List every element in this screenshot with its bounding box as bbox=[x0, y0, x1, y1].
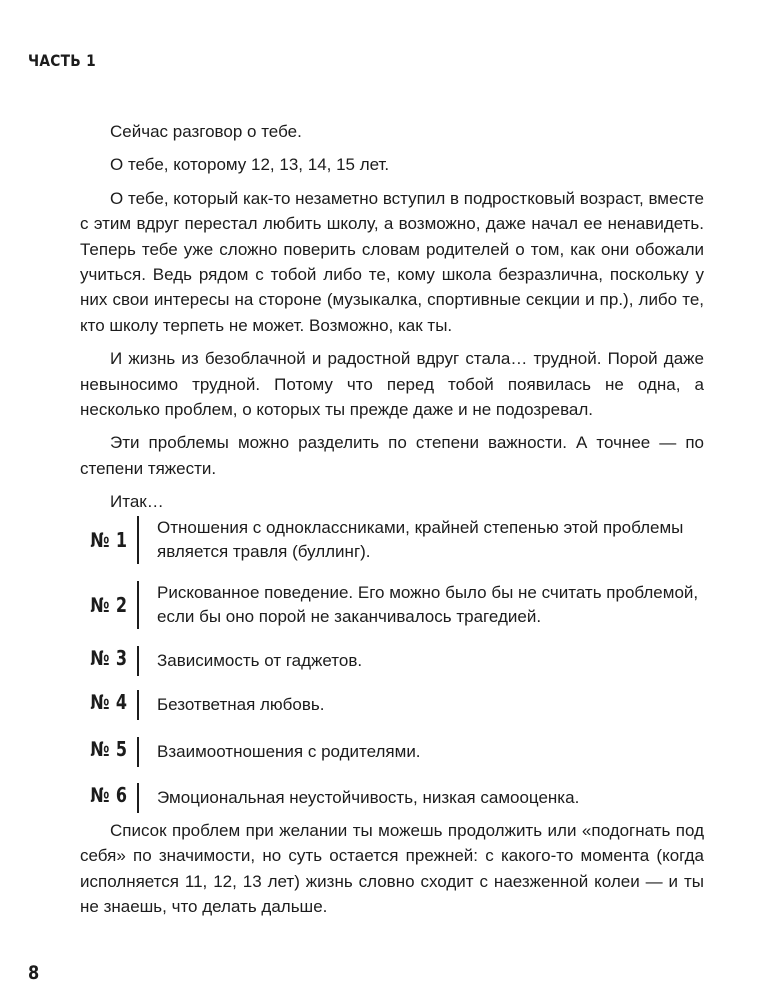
problem-number-2: № 2 bbox=[90, 593, 128, 617]
problem-number-6: № 6 bbox=[90, 783, 128, 807]
problem-number-1: № 1 bbox=[90, 528, 128, 552]
problem-number-4: № 4 bbox=[90, 690, 128, 714]
intro-text bbox=[80, 119, 704, 515]
problem-item-5 bbox=[70, 737, 710, 767]
section-label: ЧАСТЬ 1 bbox=[28, 51, 96, 70]
intro-paragraph-6: Итак… bbox=[110, 492, 164, 512]
intro-paragraph-5: Эти проблемы можно разделить по степени важности. А точнее — по степени тяжести. bbox=[80, 433, 704, 478]
intro-paragraph-3: О тебе, который как-то незаметно вступил в подростковый возраст, вместе с этим вдруг перестал любить школу, а возможно, даже начал ее ненавидеть. Теперь тебе уже сложно поверить словам родителей о том, как они обожали учиться. Ведь рядом с тобой либо те, кому школа безразлична, поскольку у них свои интересы на стороне (музыкалка, спортивные секции и пр.), либо те, кто школу терпеть не может. Возможно, как ты. bbox=[80, 188, 704, 335]
problem-number-5: № 5 bbox=[90, 737, 128, 761]
problem-item-6 bbox=[70, 783, 710, 813]
problem-item-1 bbox=[70, 516, 710, 564]
problem-text-2: Рискованное поведение. Его можно было бы не считать проблемой, если бы оно порой не заканчивалось трагедией. bbox=[157, 583, 699, 626]
page-number: 8 bbox=[28, 962, 40, 984]
intro-paragraph-4: И жизнь из безоблачной и радостной вдруг стала… трудной. Порой даже невыносимо трудной. Потому что перед тобой появилась не одна, а несколько проблем, о которых ты прежде даже и не подозревал. bbox=[80, 349, 704, 420]
problem-text-3: Зависимость от гаджетов. bbox=[157, 651, 363, 670]
problem-text-5: Взаимоотношения с родителями. bbox=[157, 742, 421, 761]
problem-text-1: Отношения с одноклассниками, крайней степенью этой проблемы является травля (буллинг). bbox=[157, 518, 684, 561]
intro-paragraph-1: Сейчас разговор о тебе. bbox=[110, 122, 302, 141]
problem-item-2 bbox=[70, 581, 710, 629]
problem-text-4: Безответная любовь. bbox=[157, 695, 325, 714]
intro-paragraph-2: О тебе, которому 12, 13, 14, 15 лет. bbox=[110, 155, 390, 175]
outro-text bbox=[80, 818, 704, 920]
outro-paragraph: Список проблем при желании ты можешь продолжить или «подогнать под себя» по значимости, но суть остается прежней: с какого-то момента (когда исполняется 11, 12, 13 лет) жизнь словно сходит с наезженной колеи — и ты не знаешь, что делать дальше. bbox=[80, 821, 704, 917]
problem-number-3: № 3 bbox=[90, 646, 128, 670]
problem-item-3 bbox=[70, 646, 710, 676]
problem-item-4 bbox=[70, 690, 710, 720]
problem-text-6: Эмоциональная неустойчивость, низкая самооценка. bbox=[157, 788, 580, 807]
